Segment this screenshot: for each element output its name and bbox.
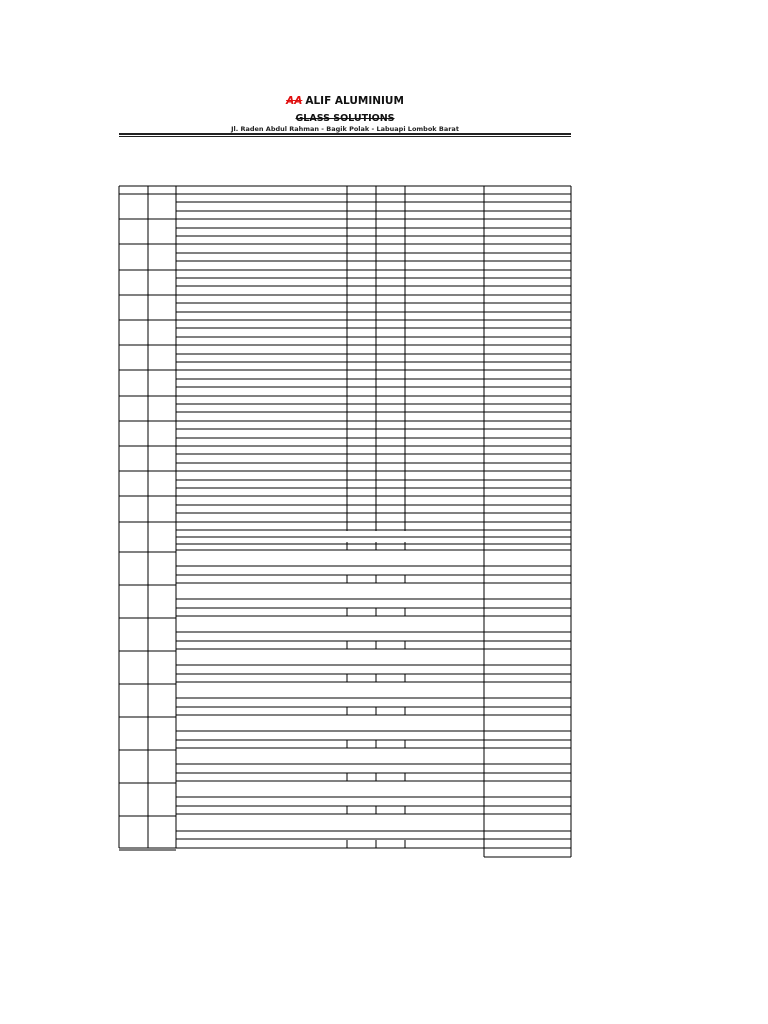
company-tagline: GLASS SOLUTIONS: [295, 113, 395, 124]
company-address: Jl. Raden Abdul Rahman - Bagik Polak - Labuapi Lombok Barat: [231, 125, 459, 133]
company-name: ALIF ALUMINIUM: [305, 95, 404, 107]
company-logo: AA: [286, 95, 303, 107]
